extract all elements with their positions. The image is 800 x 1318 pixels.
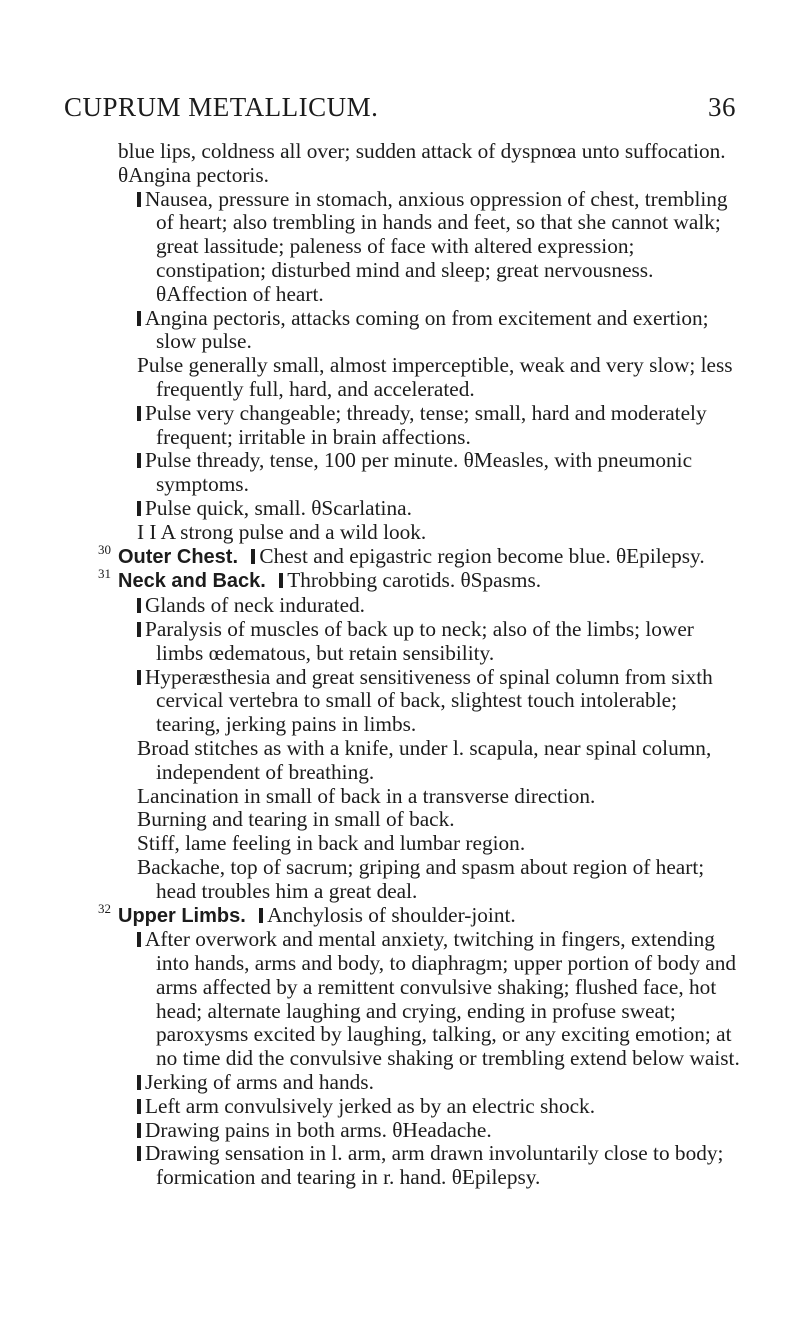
symptom-text: Lancination in small of back in a transverse direction. (137, 783, 596, 808)
symptom-entry (137, 521, 740, 545)
symptom-entry (137, 666, 740, 737)
symptom-text: Broad stitches as with a knife, under l. scapula, near spinal column, independent of breathing. (137, 735, 712, 784)
section-title: Outer Chest. (118, 545, 239, 568)
symptom-entry (137, 402, 740, 450)
page-title: CUPRUM METALLICUM. (64, 92, 379, 122)
symptom-entry (137, 856, 740, 904)
symptom-entry (137, 188, 740, 307)
symptom-text: Drawing pains in both arms. θHeadache. (145, 1117, 492, 1142)
emphasis-bar (251, 549, 255, 564)
emphasis-bar (279, 573, 283, 588)
section-number: 31 (98, 566, 111, 582)
text-line: blue lips, coldness all over; sudden attack of dyspnœa unto suffocation. θAngina pectoris. (118, 139, 726, 187)
page-number: 36 (708, 92, 736, 122)
symptom-text: I I A strong pulse and a wild look. (137, 519, 427, 544)
emphasis-bar (259, 908, 263, 923)
symptom-text: Burning and tearing in small of back. (137, 807, 455, 832)
section-title: Neck and Back. (118, 570, 266, 593)
symptom-entry (137, 449, 740, 497)
symptom-entry (137, 808, 740, 832)
symptom-text: Jerking of arms and hands. (145, 1070, 374, 1095)
symptom-text: Angina pectoris, attacks coming on from excitement and exertion; slow pulse. (145, 305, 709, 354)
symptom-entry (137, 1119, 740, 1143)
section-number: 30 (98, 541, 111, 557)
symptom-text: Anchylosis of shoulder-joint. (267, 902, 516, 927)
symptom-entry (137, 737, 740, 785)
symptom-text: Paralysis of muscles of back up to neck; also of the limbs; lower limbs œdematous, but retain sensibility. (145, 616, 694, 665)
symptom-text: After overwork and mental anxiety, twitching in fingers, extending into hands, arms and body, to diaphragm; upper portion of body and arms affected by a remittent convulsive shaking; flushed face, hot head; alternate laughing and crying, ending in profuse sweat; paroxysms excited by laughing, talking, or any exciting emotion; at no time did the convulsive shaking or trembling extend below waist. (145, 927, 740, 1071)
symptom-text: Pulse very changeable; thready, tense; small, hard and moderately frequent; irritable in brain affections. (145, 400, 707, 449)
symptom-text: Chest and epigastric region become blue. θEpilepsy. (259, 543, 705, 568)
section-title: Upper Limbs. (118, 904, 246, 927)
symptom-entry (137, 832, 740, 856)
symptom-text: Pulse quick, small. θScarlatina. (145, 495, 412, 520)
section-number: 32 (98, 900, 111, 916)
symptom-text: Stiff, lame feeling in back and lumbar region. (137, 831, 526, 856)
symptom-text: Drawing sensation in l. arm, arm drawn involuntarily close to body; formication and tearing in r. hand. θEpilepsy. (145, 1141, 724, 1190)
symptom-entry (137, 618, 740, 666)
symptom-entry (137, 1095, 740, 1119)
section-outer-chest (98, 541, 740, 570)
symptom-entry (137, 594, 740, 618)
section-upper-limbs (98, 900, 740, 929)
symptom-entry (137, 785, 740, 809)
symptom-entry (137, 1071, 740, 1095)
symptom-entry (137, 928, 740, 1071)
symptom-text: Backache, top of sacrum; griping and spasm about region of heart; head troubles him a great deal. (137, 854, 705, 903)
symptom-text: Hyperæsthesia and great sensitiveness of spinal column from sixth cervical vertebra to small of back, slightest touch intolerable; tearing, jerking pains in limbs. (145, 664, 713, 737)
symptom-entry (137, 354, 740, 402)
symptom-text: Pulse generally small, almost imperceptible, weak and very slow; less frequently full, hard, and accelerated. (137, 353, 733, 401)
symptom-entry (137, 307, 740, 355)
symptom-text: Pulse thready, tense, 100 per minute. θMeasles, with pneumonic symptoms. (145, 448, 693, 497)
symptom-entry (137, 497, 740, 521)
page-body (0, 140, 800, 1190)
symptom-text: Throbbing carotids. θSpasms. (287, 568, 542, 593)
symptom-text: Glands of neck indurated. (145, 593, 365, 618)
symptom-text: Nausea, pressure in stomach, anxious oppression of chest, trembling of heart; also trembling in hands and feet, so that she cannot walk; great lassitude; paleness of face with altered expression; constipation; disturbed mind and sleep; great nervousness. θAffection of heart. (145, 186, 728, 306)
symptom-entry (137, 1142, 740, 1190)
symptom-text: Left arm convulsively jerked as by an electric shock. (145, 1093, 596, 1118)
running-header (64, 92, 736, 123)
section-neck-and-back (98, 566, 740, 594)
